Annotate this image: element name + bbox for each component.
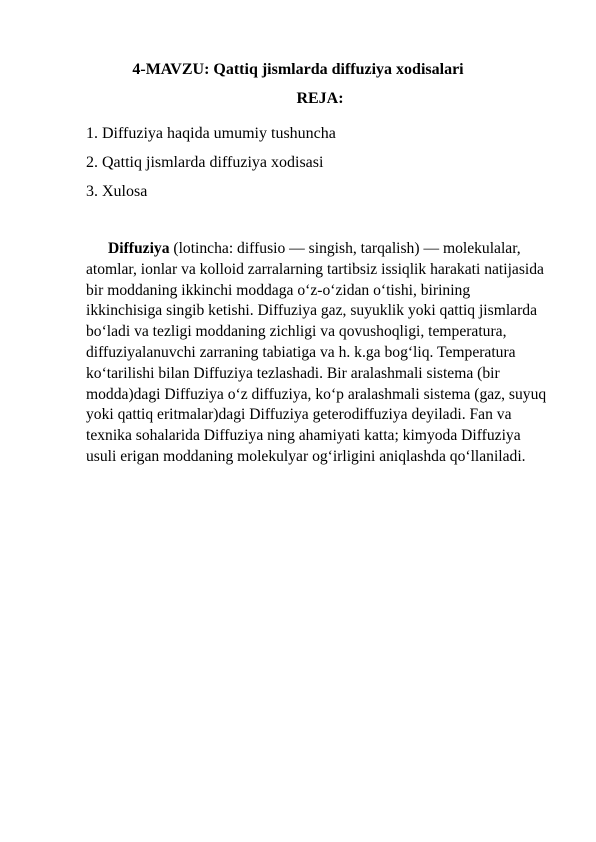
- plan-item: 1. Diffuziya haqida umumiy tushuncha: [86, 125, 336, 142]
- body-paragraph: [86, 239, 548, 468]
- plan-item: 3. Xulosa: [86, 183, 148, 200]
- document-title: 4-MAVZU: Qattiq jismlarda diffuziya xodisalari: [132, 61, 464, 78]
- definition-term: Diffuziya: [108, 240, 170, 257]
- plan-list: [86, 119, 336, 206]
- definition-text: (lotincha: diffusio — singish, tarqalish) — molekulalar, atomlar, ionlar va kolloid zarralarning tartibsiz issiqlik harakati natijasida bir moddaning ikkinchi moddaga oʻz-oʻzidan oʻtishi, birining ikkinchisiga singib ketishi. Diffuziya gaz, suyuklik yoki qattiq jismlarda boʻladi va tezligi moddaning zichligi va qovushoqligi, temperatura, diffuziyalanuvchi zarraning tabiatiga va h. k.ga bogʻliq. Temperatura koʻtarilishi bilan Diffuziya tezlashadi. Bir aralashmali sistema (bir modda)dagi Diffuziya oʻz diffuziya, koʻp aralashmali sistema (gaz, suyuq yoki qattiq eritmalar)dagi Diffuziya geterodiffuziya deyiladi. Fan va texnika sohalarida Diffuziya ning ahamiyati katta; kimyoda Diffuziya usuli erigan moddaning molekulyar ogʻirligini aniqlashda qoʻllaniladi.: [86, 240, 547, 465]
- plan-item: 2. Qattiq jismlarda diffuziya xodisasi: [86, 154, 324, 171]
- plan-heading: REJA:: [296, 90, 344, 107]
